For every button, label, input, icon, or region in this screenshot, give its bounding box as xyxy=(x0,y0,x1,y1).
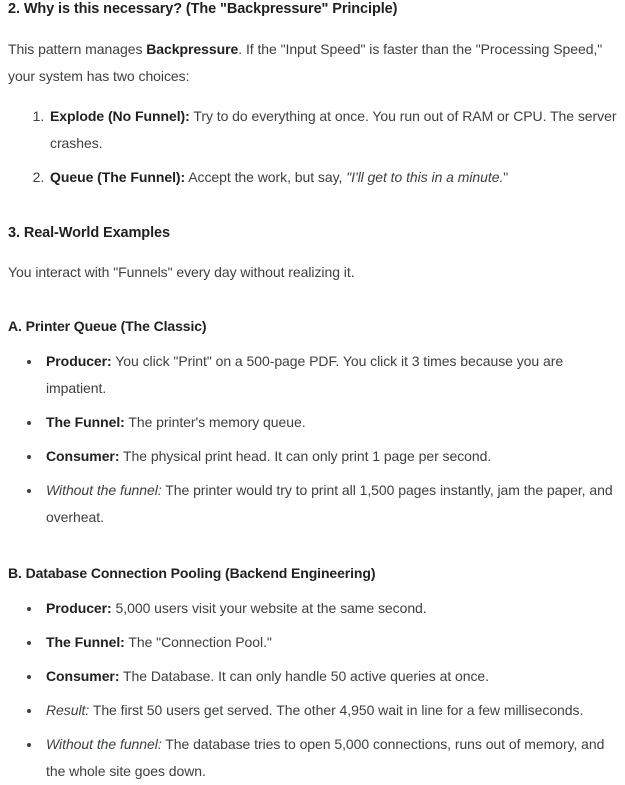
list-item xyxy=(46,409,621,436)
choice-text-queue-after: " xyxy=(503,168,509,185)
list-item xyxy=(46,477,621,531)
heading-printer-queue: A. Printer Queue (The Classic) xyxy=(8,318,207,335)
list-item xyxy=(46,443,621,470)
choice-text-queue-before: Accept the work, but say, xyxy=(185,168,347,185)
list-database-pooling xyxy=(8,595,621,785)
item-label-funnel: The Funnel: xyxy=(46,633,125,650)
item-text-consumer: The Database. It can only handle 50 active queries at once. xyxy=(119,667,489,684)
list-item xyxy=(48,103,621,157)
item-text-without-funnel: The printer would try to print all 1,500 pages instantly, jam the paper, and overheat. xyxy=(46,482,613,526)
spacer xyxy=(8,286,621,317)
spacer xyxy=(46,436,621,443)
item-label-consumer: Consumer: xyxy=(46,448,120,465)
list-choices xyxy=(8,103,621,191)
item-text-without-funnel: The database tries to open 5,000 connections, runs out of memory, and the whole site goes down. xyxy=(46,735,605,779)
item-text-result: The first 50 users get served. The other 4,950 wait in line for a few milliseconds. xyxy=(89,701,584,718)
intro-bold-backpressure: Backpressure xyxy=(146,40,239,57)
item-label-result: Result: xyxy=(46,701,90,718)
spacer xyxy=(8,90,621,103)
choice-quote-queue: "I'll get to this in a minute. xyxy=(346,168,504,185)
list-printer-queue xyxy=(8,348,621,531)
list-item xyxy=(46,595,621,622)
spacer xyxy=(48,157,621,164)
spacer xyxy=(46,724,621,731)
item-text-producer: You click "Print" on a 500-page PDF. You click it 3 times because you are impatient. xyxy=(46,353,564,397)
list-item xyxy=(46,697,621,724)
choice-label-queue: Queue (The Funnel): xyxy=(50,168,186,185)
spacer xyxy=(46,690,621,697)
list-item xyxy=(46,663,621,690)
list-item xyxy=(46,629,621,656)
choice-text-explode: Try to do everything at once. You run out of RAM or CPU. The server crashes. xyxy=(50,107,617,151)
spacer xyxy=(8,243,621,259)
list-item xyxy=(46,731,621,785)
item-text-funnel: The "Connection Pool." xyxy=(124,633,272,650)
list-item xyxy=(46,348,621,402)
spacer xyxy=(8,20,621,36)
spacer xyxy=(8,583,621,595)
list-item xyxy=(48,164,621,191)
item-text-funnel: The printer's memory queue. xyxy=(124,414,306,431)
heading-real-world-examples: 3. Real-World Examples xyxy=(8,224,170,241)
item-label-consumer: Consumer: xyxy=(46,667,120,684)
item-label-producer: Producer: xyxy=(46,353,112,370)
spacer xyxy=(46,402,621,409)
spacer xyxy=(8,191,621,224)
item-label-funnel: The Funnel: xyxy=(46,414,125,431)
paragraph-real-world-intro: You interact with "Funnels" every day without realizing it. xyxy=(8,264,355,281)
paragraph-backpressure-intro xyxy=(8,36,621,90)
spacer xyxy=(46,622,621,629)
heading-database-connection-pooling: B. Database Connection Pooling (Backend Engineering) xyxy=(8,565,376,582)
choice-label-explode: Explode (No Funnel): xyxy=(50,107,190,124)
item-text-producer: 5,000 users visit your website at the same second. xyxy=(111,599,427,616)
spacer xyxy=(46,656,621,663)
spacer xyxy=(8,336,621,348)
spacer xyxy=(46,470,621,477)
intro-text-part2: . If the "Input Speed" is faster than the "Processing Speed," your system has two choices: xyxy=(8,40,603,84)
heading-backpressure: 2. Why is this necessary? (The "Backpressure" Principle) xyxy=(8,1,398,17)
item-label-without-funnel: Without the funnel: xyxy=(46,482,162,499)
item-text-consumer: The physical print head. It can only print 1 page per second. xyxy=(119,448,492,465)
spacer xyxy=(8,531,621,564)
item-label-producer: Producer: xyxy=(46,599,112,616)
intro-text-part1: This pattern manages xyxy=(8,40,147,57)
item-label-without-funnel: Without the funnel: xyxy=(46,735,162,752)
